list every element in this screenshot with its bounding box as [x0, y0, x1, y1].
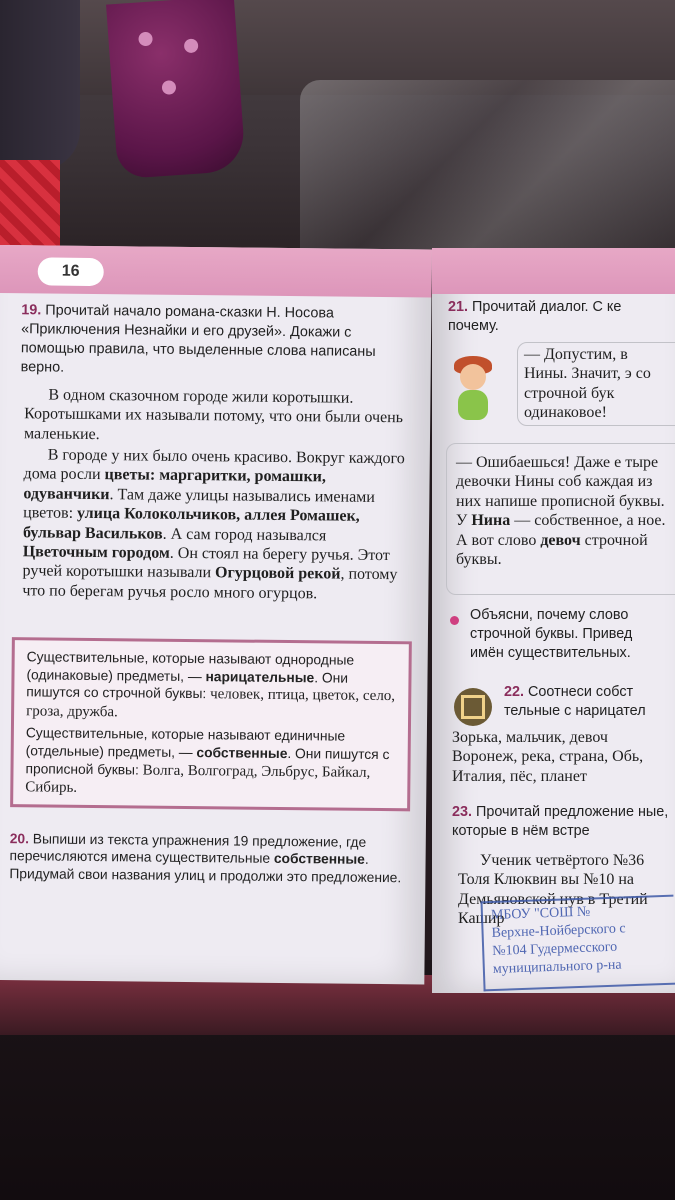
exercise-23-task: 23. Прочитай предложение ные, которые в нём встре [452, 804, 669, 839]
exercise-22-task: 22. Соотнеси собст тельные с нарицател [504, 684, 646, 719]
page-number: 16 [38, 257, 104, 286]
header-band-right [432, 248, 675, 294]
background-leg [0, 0, 80, 170]
background-plastic-cover [300, 80, 675, 270]
exercise-19-paragraph-1: В одном сказочном городе жили коротышки. Коротышками их называли потому, что они были очень маленькие. [23, 386, 404, 443]
girl-illustration [442, 354, 502, 434]
bullet-icon [450, 616, 459, 625]
rule-box [10, 637, 412, 811]
exercise-22-words: Зорька, мальчик, девоч Воронеж, река, страна, Обь, Италия, пёс, планет [452, 729, 644, 785]
exercise-19-paragraph-2: В городе у них было очень красиво. Вокруг каждого дома росли цветы: маргаритки, ромашки, одуванчики. Там даже улицы назывались именами цветов: улица Колокольчиков, аллея Ромашек, бульвар Васильков. А сам город назывался Цветочным городом. Он стоял на берегу ручья. Этот ручей коротышки называли Огурцовой рекой, потому что по берегам ручья росло много огурцов. [22, 446, 405, 603]
background-sock [106, 0, 246, 179]
right-page [432, 248, 675, 993]
dialog-line-2: — Ошибаешься! Даже е тыре девочки Нины соб каждая из них напише прописной буквы. У Нина — собственное, а ное. А вот слово девоч строчной буквы. [456, 454, 666, 569]
header-band [0, 245, 432, 298]
exercise-20: 20. Выпиши из текста упражнения 19 предложение, где перечисляются имена существительные собственные. Придумай свои названия улиц и продолжи это предложение. [9, 831, 402, 886]
rule-common-nouns: Существительные, которые называют однородные (одинаковые) предметы, — нарицательные. Они пишутся со строчной буквы: человек, птица, цветок, село, гроза, дружба. [26, 649, 396, 721]
exercise-21-question: Объясни, почему слово строчной буквы. Привед имён существительных. [470, 607, 633, 661]
left-page [0, 245, 432, 984]
exercise-23-sentence: Ученик четвёртого №36 Толя Клюквин вы №10 на Демьяновской нув в Третий Кашир [458, 852, 648, 928]
exercise-21-task: 21. Прочитай диалог. С ке почему. [448, 299, 622, 334]
maze-icon [454, 688, 492, 726]
library-stamp: МБОУ "СОШ № Верхне-Нойберского с №104 Гудермесского муниципального р-на [480, 895, 675, 992]
exercise-19-task: 19. Прочитай начало романа-сказки Н. Носова «Приключения Незнайки и его друзей». Докажи с помощью правила, что выделенные слова написаны верно. [20, 302, 376, 376]
rule-proper-nouns: Существительные, которые называют единичные (отдельные) предметы, — собственные. Они пишутся с прописной буквы: Волга, Волгоград, Эльбрус, Байкал, Сибирь. [25, 725, 390, 796]
dialog-line-1: — Допустим, в Нины. Значит, э со строчной бук одинаковое! [524, 346, 651, 422]
